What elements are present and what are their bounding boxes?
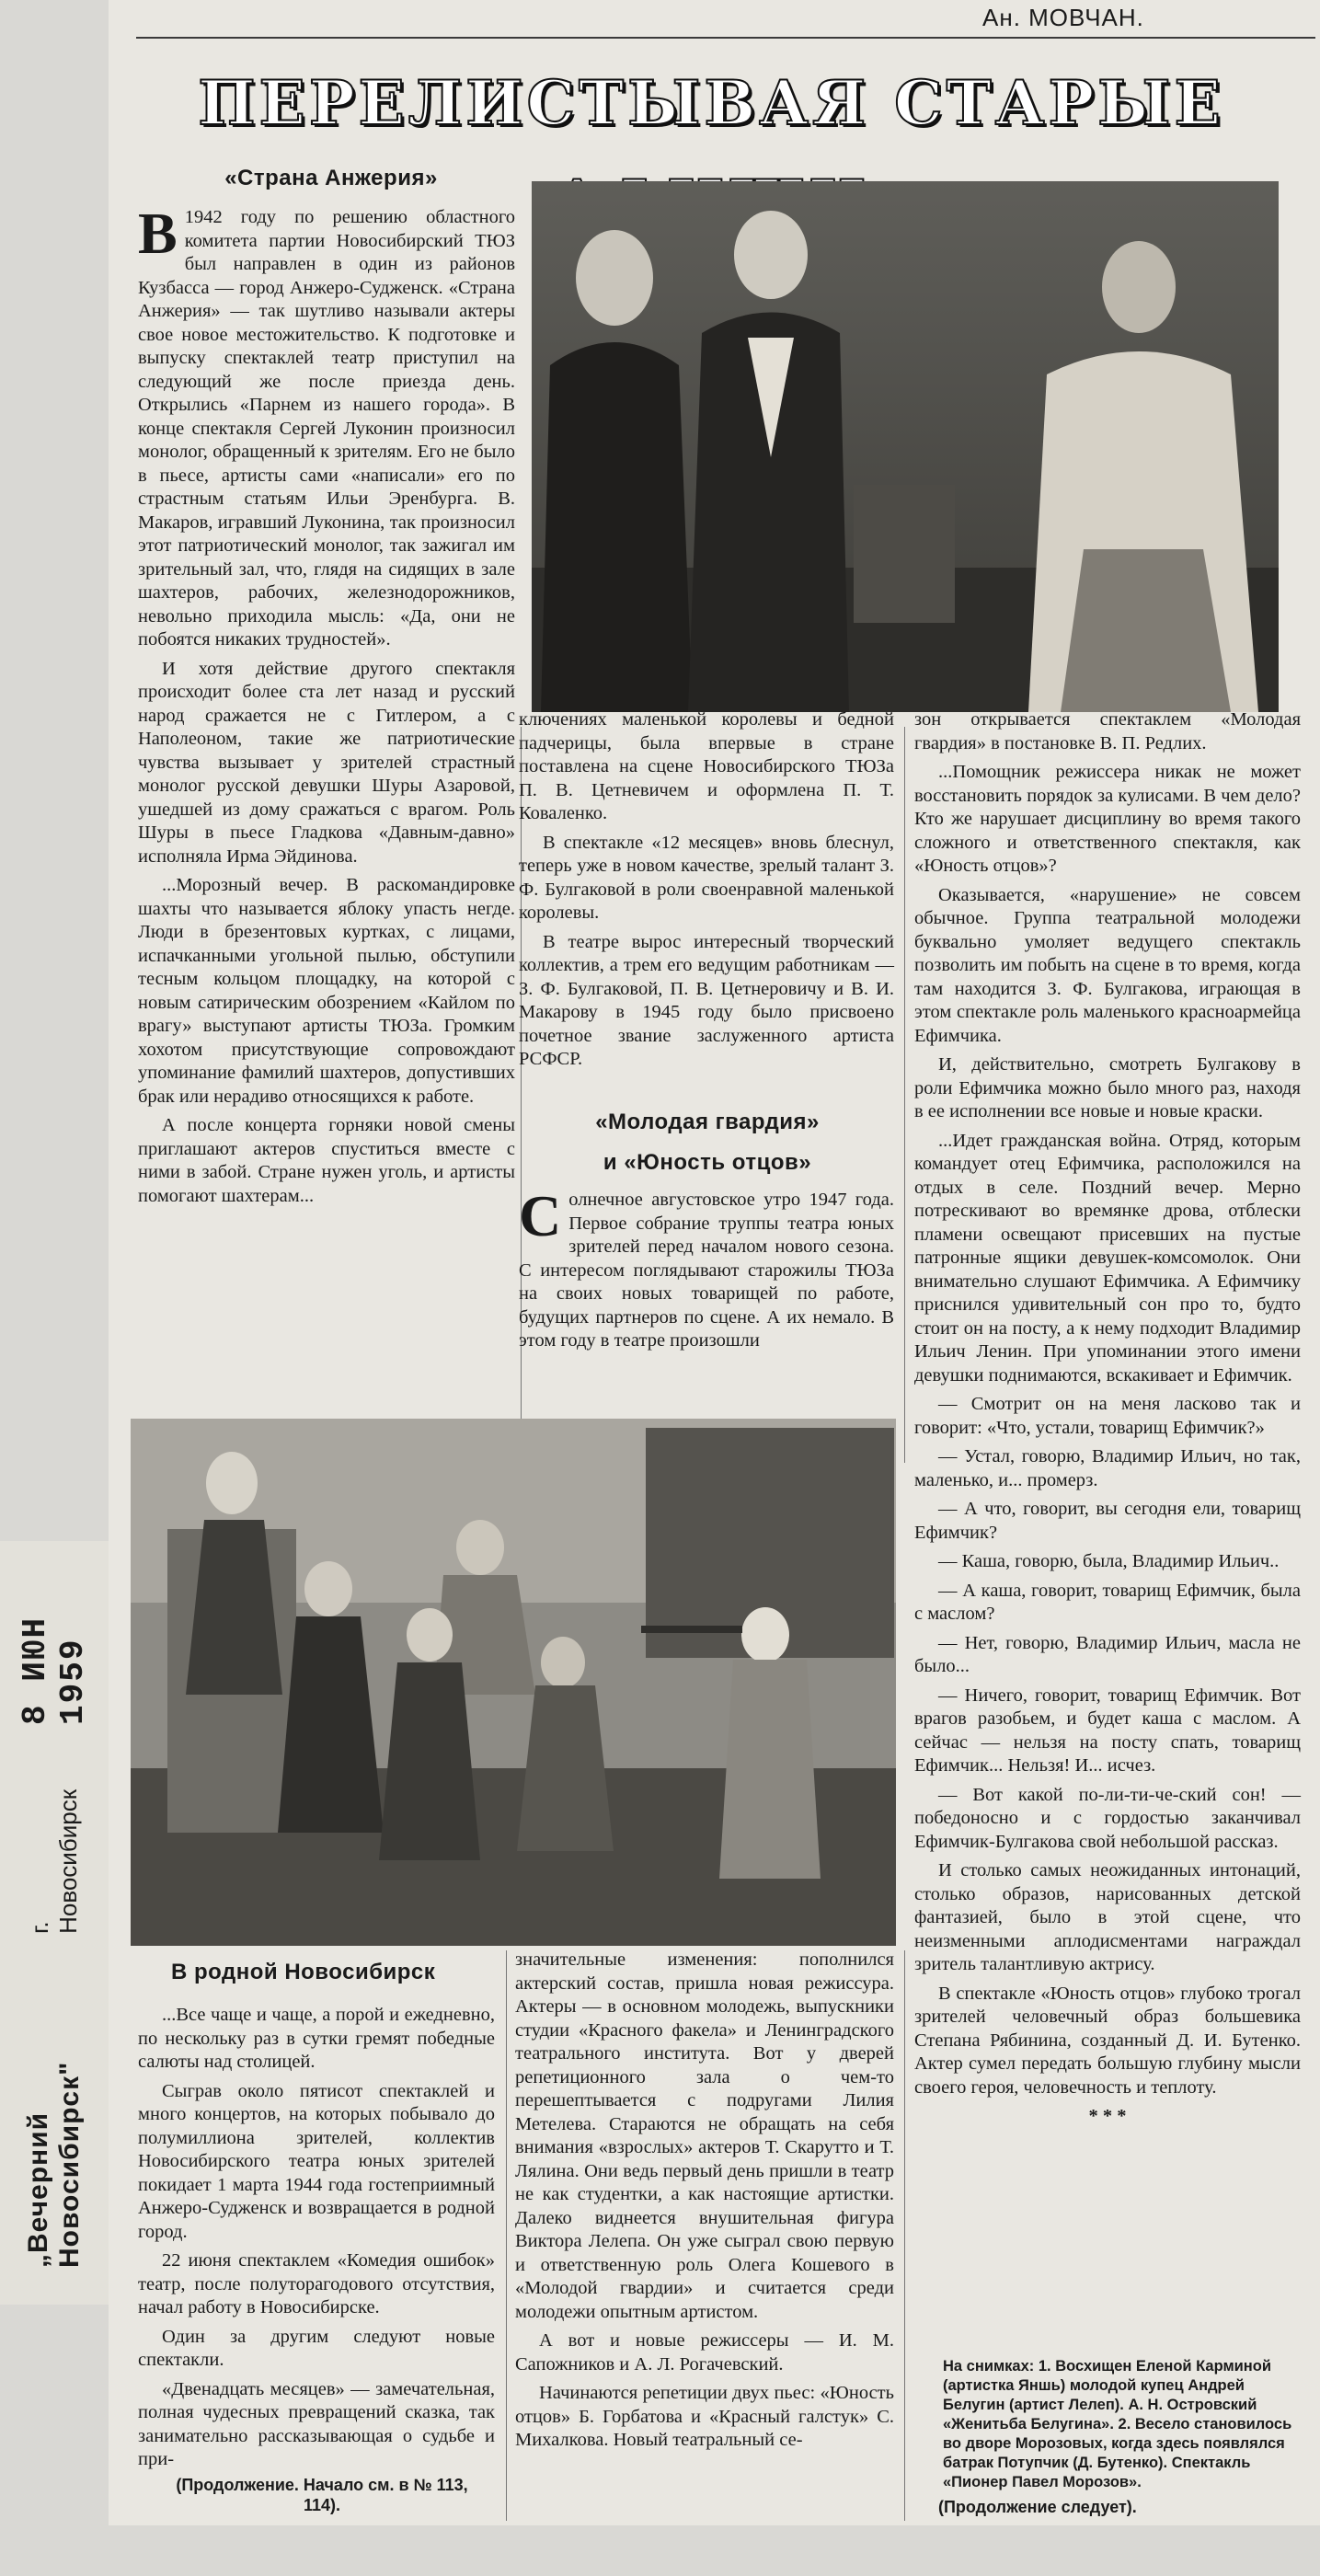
section1-paragraph-4: А после концерта горняки новой смены приглашают актеров спуститься вместе с ними в забой. Стране нужен уголь, и артисты помогают шахтерам... xyxy=(138,1115,515,1206)
column2-paragraph-1: ключениях маленькой королевы и бедной падчерицы, была впервые в стране поставлена на сцене Новосибирского ТЮЗа П. В. Цетневичем и оформлена П. Т. Коваленко. xyxy=(519,709,894,823)
column4-paragraph-1: зон открывается спектаклем «Молодая гвардия» в постановке В. П. Редлих. xyxy=(914,709,1301,753)
column4-paragraph-12: — Ничего, говорит, товарищ Ефимчик. Вот врагов разобьем, и будет каша с маслом. А сейчас — нельзя на посту спать, товарищ Ефимчик... Нельзя! И... исчез. xyxy=(914,1685,1301,1776)
column-rule-4 xyxy=(904,1950,905,2521)
section3-paragraph-5: «Двенадцать месяцев» — замечательная, полная чудесных превращений сказка, так занимательно рассказывающая о судьбе и при- xyxy=(138,2378,495,2469)
date-stamp: 8 ИЮН 1959 xyxy=(17,1616,92,1725)
column4-paragraph-3: Оказывается, «нарушение» не совсем обычное. Группа театральной молодежи буквально умоляет ведущего спектакль позволить им побыть на сцене в то время, когда там находится З. Ф. Булгакова, играющая в этом спектакле роль маленького красноармейца Ефимчика. xyxy=(914,884,1301,1046)
column4-paragraph-13: — Вот какой по-ли-ти-че-ский сон! — победоносно и с гордостью заканчивал Ефимчик-Булгакова свой небольшой рассказ. xyxy=(914,1784,1301,1852)
column4-paragraph-15: В спектакле «Юность отцов» глубоко трогал зрителей человечный образ большевика Степана Рябинина, созданный Д. И. Бутенко. Актер сумел передать большую глубину мысли своего героя, человечность и теплоту. xyxy=(914,1983,1301,2098)
section1-paragraph-2: И хотя действие другого спектакля происходит более ста лет назад и русский народ сражается не с Гитлером, а с Наполеоном, такие же патриотические чувства вызывает у зрителей страстный монолог русской девушки Шуры Азаровой, ушедшей из дому сражаться с врагом. Роль Шуры в пьесе Гладкова «Давным-давно» исполняла Ирма Эйдинова. xyxy=(138,658,515,867)
column4-paragraph-14: И столько самых неожиданных интонаций, столько образов, нарисованных детской фантазией, было в этой сцене, что неизменными аплодисментами награждал зритель талантливую актрису. xyxy=(914,1860,1301,1974)
photo-1-image xyxy=(532,181,1279,712)
column3b-paragraph-3: Начинаются репетиции двух пьес: «Юность отцов» Б. Горбатова и «Красный галстук» С. Михалкова. Новый театральный се- xyxy=(515,2383,894,2450)
photo-caption-text: 1. Восхищен Еленой Карминой (артистка Яншь) молодой купец Андрей Белугин (артист Лелеп). А. Н. Островский «Женитьба Белугина». 2. Весело становилось во дворе Морозовых, когда здесь появлялся батрак Потупчик (Д. Бутенко). Спектакль «Пионер Павел Морозов». xyxy=(943,2358,1292,2490)
column4-paragraph-10: — А каша, говорит, товарищ Ефимчик, была с маслом? xyxy=(914,1580,1301,1624)
column3b-paragraph-1: значительные изменения: пополнился актерский состав, пришла новая режиссура. Актеры — в основном молодежь, выпускники студии «Красного факела» и Ленинградского театрального института. Вот у дверей репетиционного зала о чем-то перешептывается с подругами Лилия Метелева. Стараются не обращать на себя внимания «взрослых» актеров Т. Скарутто и Т. Лялина. Они ведь первый день пришли в театр не как студентки, а как настоящие артистки. Далеко виднеется внушительная фигура Виктора Лелепа. Он уже сыграл свою первую и ответственную роль Олега Кошевого в «Молодой гвардии» и считается среди молодежи опытным артистом. xyxy=(515,1949,894,2322)
section2-paragraph-1: олнечное августовское утро 1947 года. Первое собрание труппы театра юных зрителей перед началом нового сезона. С интересом поглядывают старожилы ТЮЗа на своих новых товарищей по работе, будущих партнеров по сцене. А их немало. В этом году в театре произошли xyxy=(519,1190,894,1351)
section3-paragraph-4: Один за другим следуют новые спектакли. xyxy=(138,2326,495,2370)
section3-paragraph-1: ...Все чаще и чаще, а порой и ежедневно, по нескольку раз в сутки гремят победные салюты над столицей. xyxy=(138,2005,495,2072)
dropcap-s: С xyxy=(519,1183,562,1248)
column2-paragraph-2: В спектакле «12 месяцев» вновь блеснул, теперь уже в новом качестве, зрелый талант З. Ф. Булгаковой в роли своенравной маленькой королевы. xyxy=(519,832,894,923)
column3b-paragraph-2: А вот и новые режиссеры — И. М. Сапожников и А. Л. Рогачевский. xyxy=(515,2330,894,2375)
column4-paragraph-9: — Каша, говорю, была, Владимир Ильич.. xyxy=(938,1551,1280,1571)
to-be-continued-note: (Продолжение следует). xyxy=(938,2498,1137,2516)
section1-text xyxy=(138,201,515,1213)
publication-city: г. Новосибирск xyxy=(26,1788,82,1934)
section3-paragraph-2: Сыграв около пятисот спектаклей и много концертов, на которых побывало до полумиллиона зрителей, коллектив Новосибирского театра юных зрителей покидает 1 марта 1944 года гостеприимный Анжеро-Судженск и возвращается в родной город. xyxy=(138,2080,495,2242)
column4-paragraph-6: — Смотрит он на меня ласково так и говорит: «Что, устали, товарищ Ефимчик?» xyxy=(914,1394,1301,1438)
column2-paragraph-3: В театре вырос интересный творческий коллектив, а трем его ведущим работникам — З. Ф. Булгаковой, П. В. Цетнеровичу и В. И. Макарову в 1945 году было присвоено почетное звание заслуженного артиста РСФСР. xyxy=(519,931,894,1069)
column4-text xyxy=(914,708,1301,2133)
column4-paragraph-8: — А что, говорит, вы сегодня ели, товарищ Ефимчик? xyxy=(914,1499,1301,1543)
column4-paragraph-2: ...Помощник режиссера никак не может восстановить порядок за кулисами. В чем дело? Кто же нарушает дисциплину во время такого сложного и ответственного спектакля, как «Юность отцов»? xyxy=(914,762,1301,876)
section-heading-v-rodnoy-novosibirsk: В родной Новосибирск xyxy=(171,1960,436,1984)
column2-text xyxy=(519,708,894,1077)
dropcap-v: В xyxy=(138,201,178,266)
column-rule-3 xyxy=(506,1950,507,2521)
continuation-note: (Продолжение. Начало см. в № 113, 114). xyxy=(176,2476,468,2514)
photo-caption-lead: На снимках: xyxy=(943,2358,1035,2375)
section3-text xyxy=(138,2004,495,2478)
top-rule xyxy=(136,37,1315,39)
publication-name: „Вечерний Новосибирск" xyxy=(23,2061,85,2268)
author-byline: Ан. МОВЧАН. xyxy=(982,4,1144,31)
section1-paragraph-1: 1942 году по решению областного комитета партии Новосибирский ТЮЗ был направлен в один из районов Кузбасса — город Анжеро-Судженск. «Страна Анжерия» — так шутливо называли актеры свое новое местожительство. К подготовке и выпуску спектаклей театр приступил на следующий же после приезда день. Открылись «Парнем из нашего города». В конце спектакля Сергей Луконин произносил монолог, обращенный к зрителям. Его не было в пьесе, артисты сами «написали» его по страстным статьям Ильи Эренбурга. В. Макаров, игравший Луконина, так произносил этот патриотический монолог, так зажигал им зрительный зал, что, глядя на сидящих в зале шахтеров, рабочих, железнодорожников, невольно приходила мысль: «Да, они не побоятся никаких трудностей». xyxy=(138,207,515,650)
section-heading-strana-anzheria: «Страна Анжерия» xyxy=(224,166,438,190)
photo-2-courtyard-scene xyxy=(131,1419,896,1946)
section2-text xyxy=(519,1183,894,1359)
section1-paragraph-3: ...Морозный вечер. В раскомандировке шахты что называется яблоку упасть негде. Люди в брезентовых куртках, с лицами, испачканными угольной пылью, обступили тесным кольцом площадку, на которой с новым сатирическим обозрением «Кайлом по врагу» выступают артисты ТЮЗа. Громким хохотом присутствующие сопровождают упоминание фамилий шахтеров, допустивших брак или нерадиво относящихся к работе. xyxy=(138,875,515,1107)
section2-heading-line-2: и «Юность отцов» xyxy=(603,1150,812,1175)
section-stars: * * * xyxy=(1088,2106,1127,2126)
section2-heading-line-1: «Молодая гвардия» xyxy=(595,1110,820,1134)
column4-paragraph-11: — Нет, говорю, Владимир Ильич, масла не было... xyxy=(914,1632,1301,1676)
section-heading-molodaya-gvardiya xyxy=(519,1102,896,1183)
section3-paragraph-3: 22 июня спектаклем «Комедия ошибок» театр, после полуторагодового отсутствия, начал работу в Новосибирске. xyxy=(138,2250,495,2317)
photo-2-image xyxy=(131,1419,896,1946)
photo-1-stage-scene xyxy=(532,181,1279,712)
column4-paragraph-7: — Устал, говорю, Владимир Ильич, но так, маленько, и... промерз. xyxy=(914,1446,1301,1490)
column4-paragraph-5: ...Идет гражданская война. Отряд, которым командует отец Ефимчика, расположился на отдых в селе. Поздний вечер. Мерно потрескивают во времянке дрова, отблески пламени освещают присевших на пустые патронные ящики девушек-комсомолок. Они внимательно слушают Ефимчика. А Ефимчику приснился удивительный сон про то, будто стоит он на посту, а к нему подходит Владимир Ильич Ленин. При упоминании этого имени девушки поднимаются, вскакивает и Ефимчик. xyxy=(914,1130,1301,1386)
source-strip-text xyxy=(0,1541,109,2305)
article-title: ПЕРЕЛИСТЫВАЯ СТАРЫЕ xyxy=(198,67,1224,139)
column3b-text xyxy=(515,1949,894,2458)
column4-paragraph-4: И, действительно, смотреть Булгакову в роли Ефимчика можно было много раз, находя в ее исполнении все новые и новые краски. xyxy=(914,1054,1301,1121)
source-strip xyxy=(0,1541,109,2305)
column-rule-2 xyxy=(904,727,905,1463)
photo-caption xyxy=(943,2357,1303,2492)
